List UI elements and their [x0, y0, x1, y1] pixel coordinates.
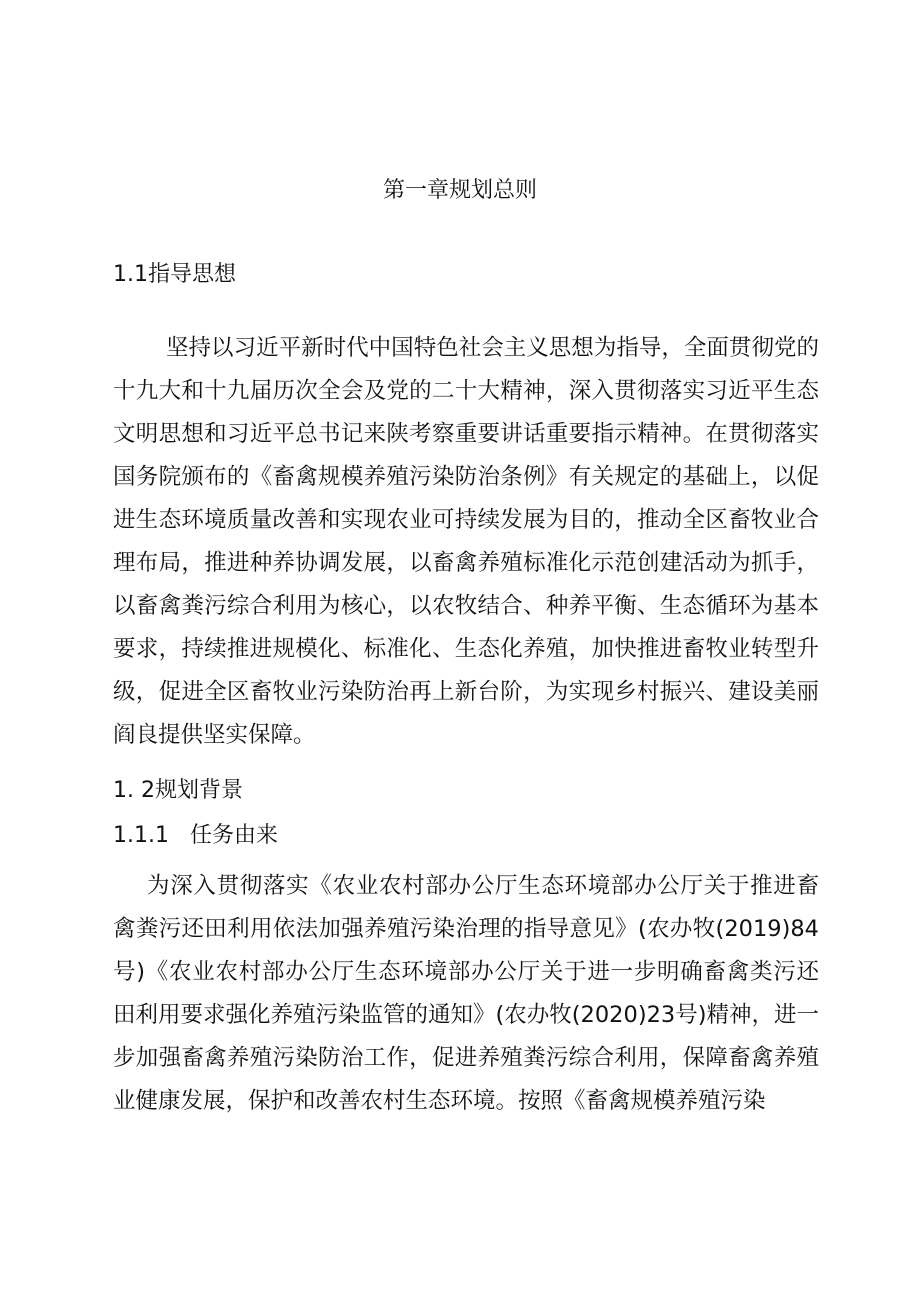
paragraph-guiding-ideology: 坚持以习近平新时代中国特色社会主义思想为指导，全面贯彻党的十九大和十九届历次全会及党的二十大精神，深入贯彻落实习近平生态文明思想和习近平总书记来陕考察重要讲话重要指示精神。在贯彻落实国务院颁布的《畜禽规模养殖污染防治条例》有关规定的基础上，以促进生态环境质量改善和实现农业可持续发展为目的，推动全区畜牧业合理布局，推进种养协调发展，以畜禽养殖标准化示范创建活动为抓手，以畜禽粪污综合利用为核心，以农牧结合、种养平衡、生态循环为基本要求，持续推进规模化、标准化、生态化养殖，加快推进畜牧业转型升级，促进全区畜牧业污染防治再上新台阶，为实现乡村振兴、建设美丽阎良提供坚实保障。: [113, 335, 819, 748]
section-heading-guiding-ideology: 1.1指导思想: [113, 262, 236, 287]
subsection-heading-task-origin: 1.1.1 任务由来: [113, 823, 278, 848]
paragraph-task-origin: 为深入贯彻落实《农业农村部办公厅生态环境部办公厅关于推进畜禽粪污还田利用依法加强养殖污染治理的指导意见》(农办牧(2019)84号)《农业农村部办公厅生态环境部办公厅关于进一步明确畜禽类污还田利用要求强化养殖污染监管的通知》(农办牧(2020)23号)精神，进一步加强畜禽养殖污染防治工作，促进养殖粪污综合利用，保障畜禽养殖业健康发展，保护和改善农村生态环境。按照《畜禽规模养殖污染: [113, 873, 820, 1114]
chapter-title: 第一章规划总则: [382, 178, 537, 203]
section-heading-planning-background: 1. 2规划背景: [113, 778, 243, 803]
